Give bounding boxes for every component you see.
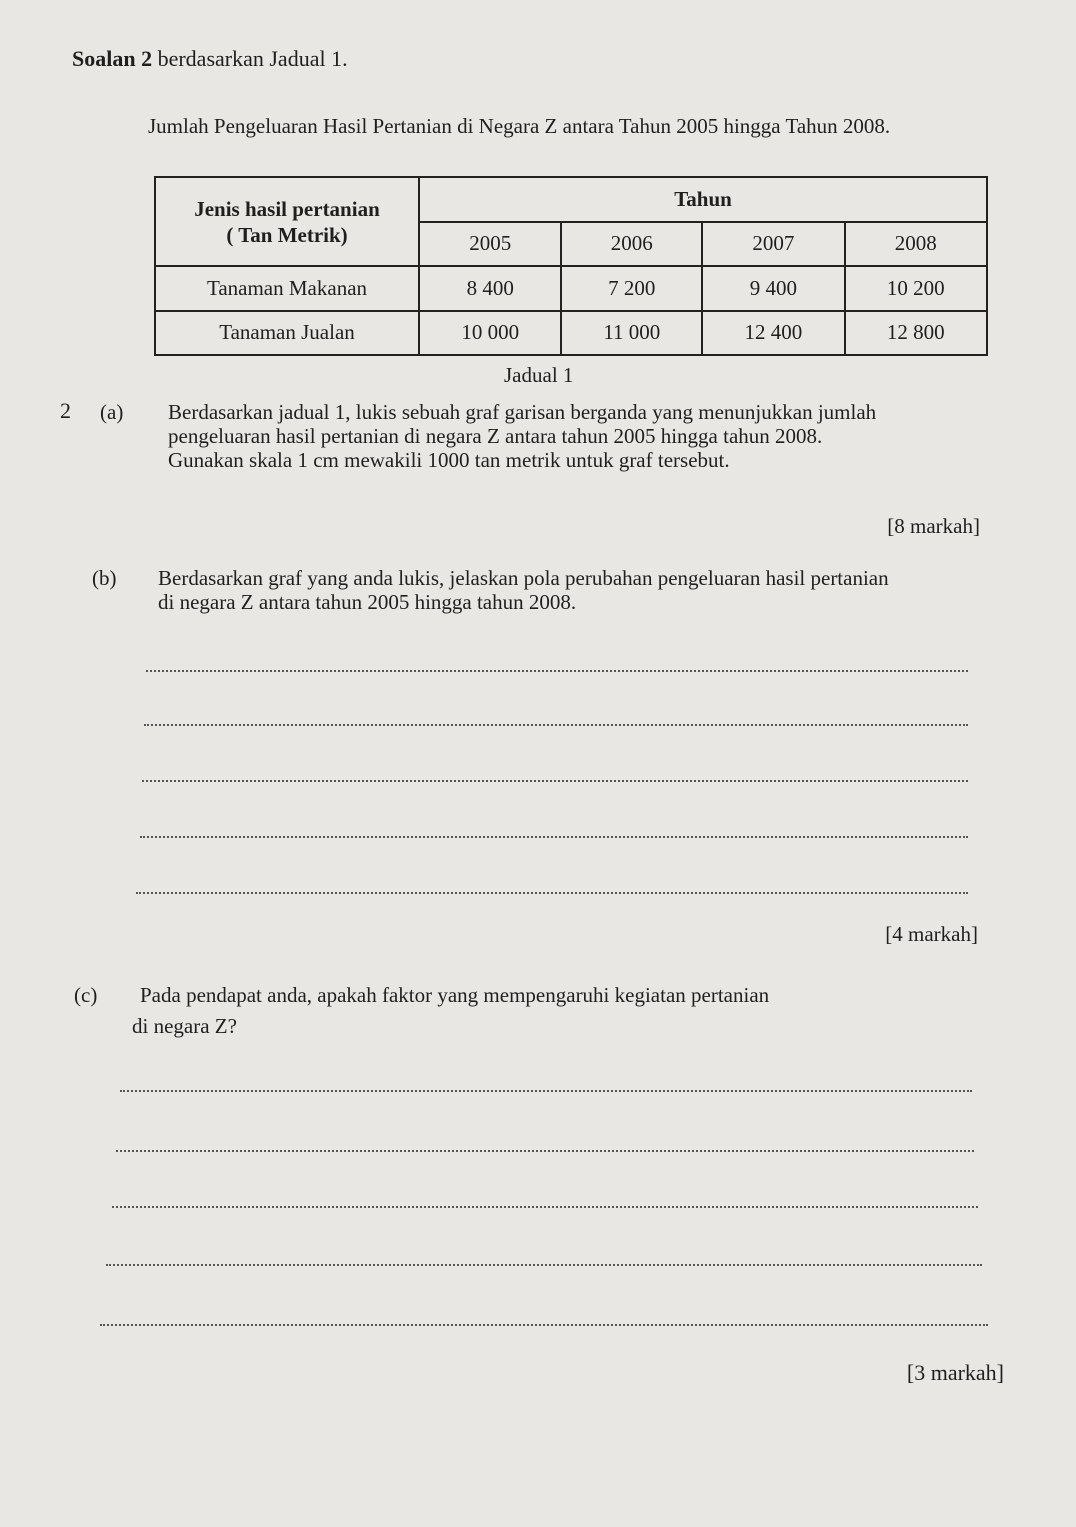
part-a-label: (a) — [100, 400, 124, 424]
part-b-label: (b) — [92, 566, 117, 590]
part-c-line: Pada pendapat anda, apakah faktor yang mempengaruhi kegiatan pertanian — [140, 983, 770, 1007]
answer-line[interactable] — [142, 780, 968, 782]
answer-line[interactable] — [106, 1264, 982, 1266]
group-header: Tahun — [419, 177, 987, 222]
row-header-cell — [155, 177, 419, 266]
year-header: 2007 — [702, 222, 844, 267]
part-b-line: di negara Z antara tahun 2005 hingga tahun 2008. — [158, 590, 577, 614]
part-c-marks: [3 markah] — [906, 1360, 1004, 1385]
answer-line[interactable] — [100, 1324, 988, 1326]
table-row — [155, 266, 987, 311]
part-a-line: Gunakan skala 1 cm mewakili 1000 tan metrik untuk graf tersebut. — [168, 448, 730, 472]
row-header-line2: ( Tan Metrik) — [226, 222, 348, 247]
part-a-line: Berdasarkan jadual 1, lukis sebuah graf garisan berganda yang menunjukkan jumlah — [168, 400, 877, 424]
answer-line[interactable] — [136, 892, 968, 894]
part-b-marks: [4 markah] — [885, 922, 978, 946]
question-number: 2 — [60, 398, 71, 423]
part-a-line: pengeluaran hasil pertanian di negara Z antara tahun 2005 hingga tahun 2008. — [168, 424, 823, 448]
part-c-text — [140, 983, 1000, 1007]
answer-line[interactable] — [146, 670, 968, 672]
table-cell: 11 000 — [561, 311, 702, 356]
year-header: 2008 — [845, 222, 987, 267]
part-c-line: di negara Z? — [132, 1014, 237, 1038]
answer-line[interactable] — [116, 1150, 974, 1152]
row-label: Tanaman Jualan — [155, 311, 419, 356]
answer-line[interactable] — [120, 1090, 972, 1092]
table-cell: 8 400 — [419, 266, 561, 311]
table-cell: 12 400 — [702, 311, 844, 356]
year-header: 2005 — [419, 222, 561, 267]
table-cell: 10 200 — [845, 266, 987, 311]
table-caption: Jumlah Pengeluaran Hasil Pertanian di Negara Z antara Tahun 2005 hingga Tahun 2008. — [148, 114, 891, 138]
table-cell: 9 400 — [702, 266, 844, 311]
row-label: Tanaman Makanan — [155, 266, 419, 311]
intro-bold: Soalan 2 — [72, 46, 153, 71]
intro-rest: berdasarkan Jadual 1. — [152, 46, 348, 71]
part-b-text — [158, 566, 1018, 614]
answer-line[interactable] — [140, 836, 968, 838]
table-cell: 7 200 — [561, 266, 702, 311]
data-table — [154, 176, 988, 356]
part-b-line: Berdasarkan graf yang anda lukis, jelaskan pola perubahan pengeluaran hasil pertanian — [158, 566, 889, 590]
table-label: Jadual 1 — [504, 363, 574, 387]
intro-text — [72, 46, 348, 72]
answer-line[interactable] — [112, 1206, 978, 1208]
answer-line[interactable] — [144, 724, 968, 726]
table-cell: 12 800 — [845, 311, 987, 356]
year-header: 2006 — [561, 222, 702, 267]
table-row — [155, 311, 987, 356]
part-c-label: (c) — [74, 983, 98, 1007]
table-cell: 10 000 — [419, 311, 561, 356]
row-header-line1: Jenis hasil pertanian — [194, 196, 380, 221]
part-a-text — [168, 400, 1008, 472]
part-a-marks: [8 markah] — [887, 514, 980, 538]
